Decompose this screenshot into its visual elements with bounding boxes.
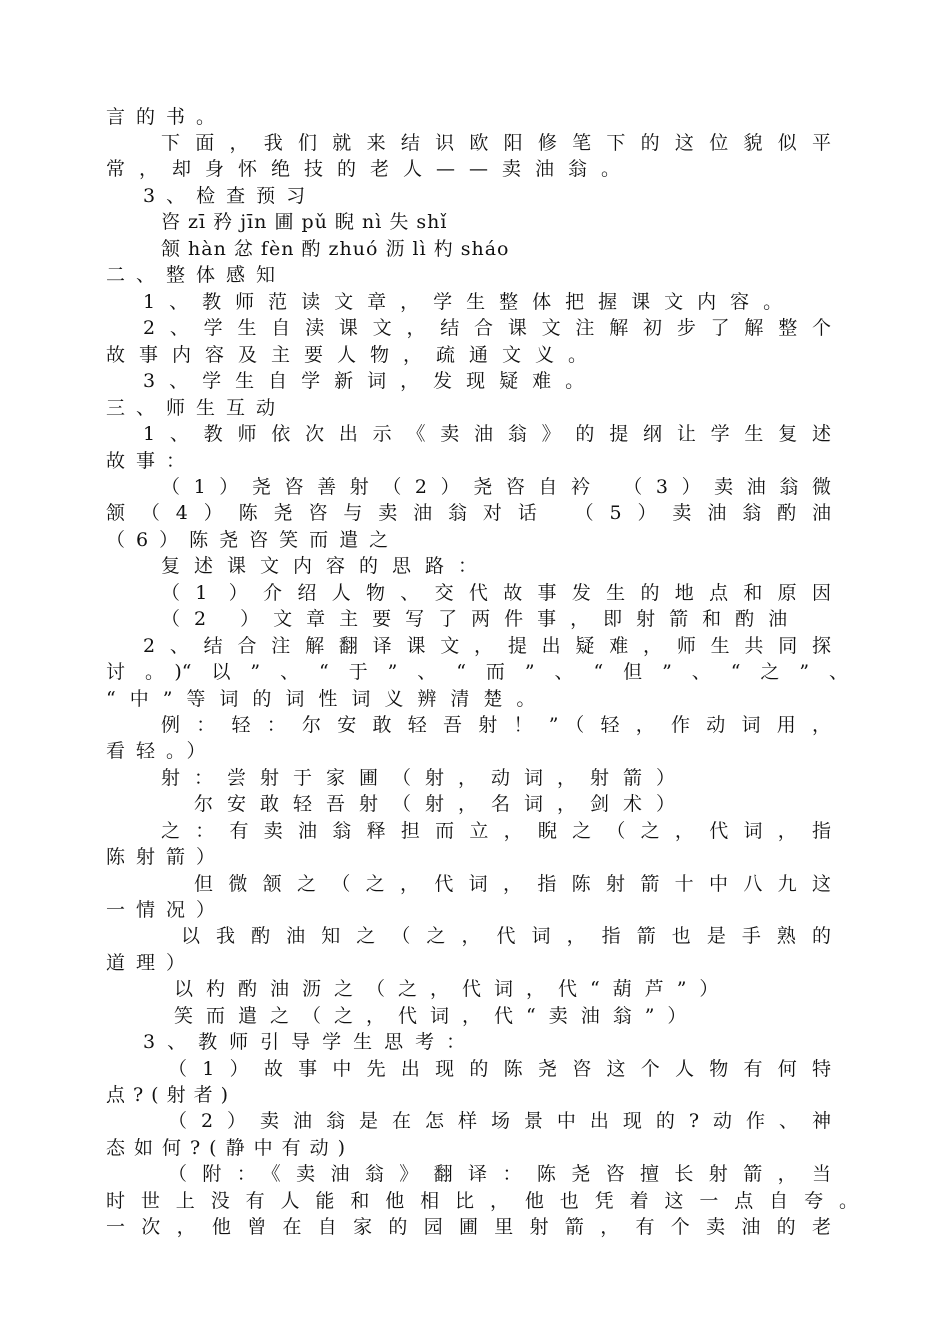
pinyin-line: 颔 hàn 忿 fèn 酌 zhuó 沥 lì 杓 sháo (161, 238, 510, 260)
question-line: 态如何?(静中有动) (106, 1137, 355, 1159)
translation-line: 一次，他曾在自家的园圃里射箭，有个卖油的老 (106, 1216, 831, 1238)
outline-line: 颔（4）陈尧咨与卖油翁对话 （5）卖油翁酌油 (106, 502, 831, 524)
example-line: 看轻。） (106, 740, 217, 762)
text-line: 1、教师范读文章，学生整体把握课文内容。 (143, 291, 797, 313)
example-line: 之：有卖油翁释担而立，睨之（之，代词，指 (161, 820, 831, 842)
question-line: （2）卖油翁是在怎样场景中出现的?动作、神 (168, 1110, 831, 1132)
example-line: 一情况） (106, 899, 227, 921)
text-line: 下面，我们就来结识欧阳修笔下的这位貌似平 (161, 132, 831, 154)
text-line: 故事： (106, 450, 197, 472)
example-line: 射：尝射于家圃（射，动词，射箭） (161, 767, 690, 789)
text-line: 1、教师依次出示《卖油翁》的提纲让学生复述 (143, 423, 831, 445)
text-line: 复述课文内容的思路： (161, 555, 492, 577)
text-line: 2、结合注解翻译课文，提出疑难，师生共同探 (143, 635, 831, 657)
example-line: 陈射箭） (106, 846, 227, 868)
text-line: （1 ）介绍人物、交代故事发生的地点和原因 (161, 582, 831, 604)
example-line: 笑而遣之（之，代词，代“卖油翁”） (174, 1005, 700, 1027)
translation-line: 时世上没有人能和他相比，他也凭着这一点自夸。 (106, 1190, 858, 1212)
text-line: 讨。)“以”、“于”、“而”、“但”、“之”、 (106, 661, 848, 683)
pinyin-line: 咨 zī 矜 jīn 圃 pǔ 睨 nì 失 shǐ (161, 211, 448, 233)
example-line: 以杓酌油沥之（之，代词，代“葫芦”） (174, 978, 732, 1000)
section-heading: 三、师生互动 (106, 397, 287, 419)
text-line: 3、学生自学新词，发现疑难。 (143, 370, 599, 392)
example-line: 道理） (106, 952, 197, 974)
outline-line: （1）尧咨善射（2）尧咨自衿 （3）卖油翁微 (161, 476, 831, 498)
text-line: 故事内容及主要人物，疏通文义。 (106, 344, 602, 366)
example-line: 以我酌油知之（之，代词，指箭也是手熟的 (181, 925, 831, 947)
outline-line: （6）陈尧咨笑而遣之 (106, 529, 400, 551)
question-line: （1）故事中先出现的陈尧咨这个人物有何特 (168, 1058, 831, 1080)
text-line: “中”等词的词性词义辨清楚。 (106, 688, 550, 710)
text-line: 3、教师引导学生思考： (143, 1031, 478, 1053)
example-line: 但微颔之（之，代词，指陈射箭十中八九这 (194, 873, 831, 895)
text-line: 言的书。 (106, 106, 227, 128)
text-line: 常，却身怀绝技的老人——卖油翁。 (106, 158, 635, 180)
text-line: （2 ）文章主要写了两件事，即射箭和酌油 (161, 608, 802, 630)
question-line: 点?(射者) (106, 1084, 237, 1106)
example-line: 例：轻：尔安敢轻吾射！”（轻，作动词用， (161, 714, 831, 736)
section-heading: 3、检查预习 (143, 185, 317, 207)
translation-line: （附：《卖油翁》翻译：陈尧咨擅长射箭，当 (168, 1163, 831, 1185)
example-line: 尔安敢轻吾射（射，名词，剑术） (194, 793, 690, 815)
section-heading: 二、整体感知 (106, 264, 287, 286)
text-line: 2、学生自渎课文，结合课文注解初步了解整个 (143, 317, 831, 339)
